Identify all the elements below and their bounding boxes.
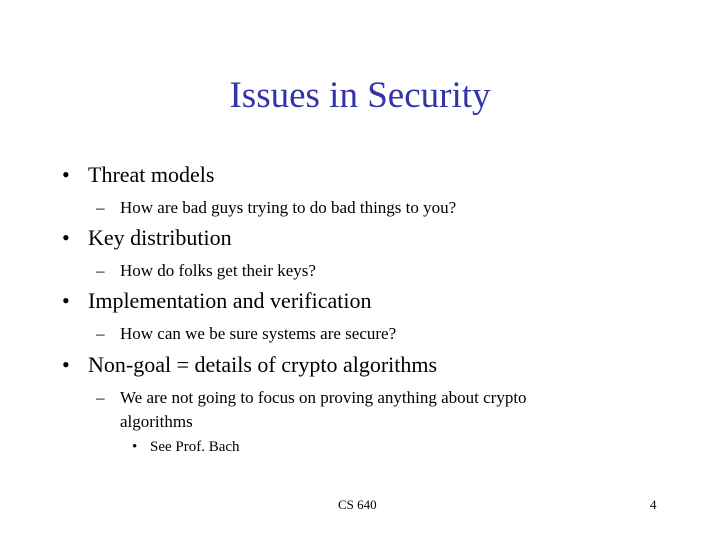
bullet-icon: • <box>62 352 70 377</box>
bullet-icon: • <box>132 439 138 455</box>
bullet-icon: • <box>62 162 70 187</box>
bullet-item: • Key distribution <box>62 225 232 250</box>
bullet-icon: • <box>62 225 70 250</box>
bullet-item: • Threat models <box>62 162 215 187</box>
sub-bullet-item: – How do folks get their keys? <box>96 261 316 280</box>
sub-bullet-item: – How can we be sure systems are secure? <box>96 324 397 343</box>
slide-title: Issues in Security <box>229 75 491 116</box>
sub-bullet-item: – We are not going to focus on proving anything about crypto <box>96 388 527 407</box>
dash-icon: – <box>96 261 105 280</box>
slide-number: 4 <box>650 497 657 512</box>
dash-icon: – <box>96 198 105 217</box>
slide-footer: CS 640 <box>338 497 377 512</box>
sub-sub-bullet-item: • See Prof. Bach <box>132 439 240 455</box>
sub-bullet-continuation: algorithms <box>120 412 193 431</box>
bullet-icon: • <box>62 288 70 313</box>
dash-icon: – <box>96 324 105 343</box>
sub-bullet-item: – How are bad guys trying to do bad things to you? <box>96 198 457 217</box>
bullet-item: • Non-goal = details of crypto algorithms <box>62 352 438 377</box>
dash-icon: – <box>96 388 105 407</box>
bullet-item: • Implementation and verification <box>62 288 372 313</box>
